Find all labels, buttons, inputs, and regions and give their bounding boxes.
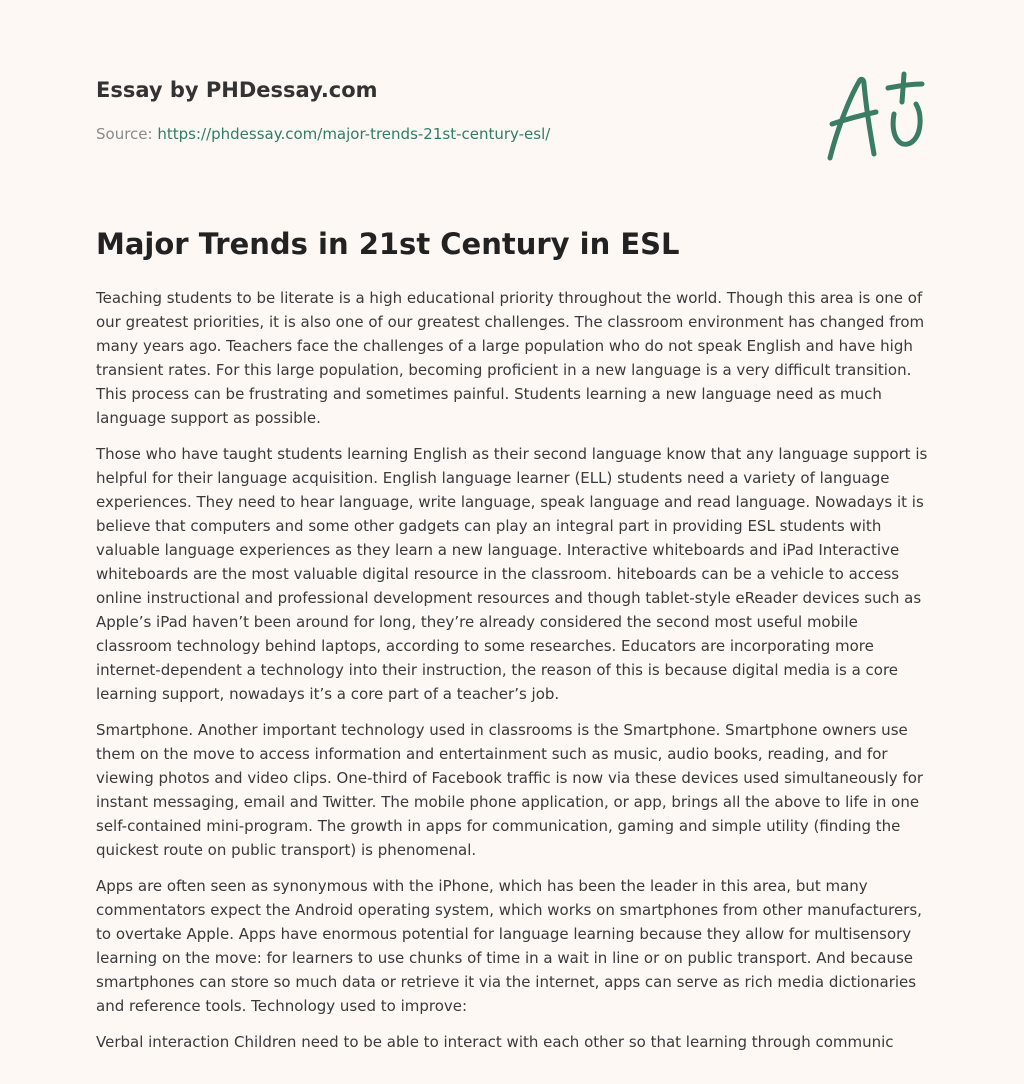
essay-paragraph: Verbal interaction Children need to be able to interact with each other so that learning through communic xyxy=(96,1033,894,1051)
essay-body xyxy=(96,286,932,1066)
a-plus-grade-icon xyxy=(818,66,930,166)
essay-paragraph: Those who have taught students learning English as their second language know that any language support is helpful for their language acquisition. English language learner (ELL) students need a variety of language experiences. They need to hear language, write language, speak language and read language. Nowadays it is believe that computers and some other gadgets can play an integral part in providing ESL students with valuable language experiences as they learn a new language. Interactive whiteboards and iPad Interactive whiteboards are the most valuable digital resource in the classroom. hiteboards can be a vehicle to access online instructional and professional development resources and though tablet-style eReader devices such as Apple’s iPad haven’t been around for long, they’re already considered the second most useful mobile classroom technology behind laptops, according to some researches. Educators are incorporating more internet-dependent a technology into their instruction, the reason of this is because digital media is a core learning support, nowadays it’s a core part of a teacher’s job. xyxy=(96,445,928,703)
essay-paragraph: Apps are often seen as synonymous with the iPhone, which has been the leader in this area, but many commentators expect the Android operating system, which works on smartphones from other manufacturers, to overtake Apple. Apps have enormous potential for language learning because they allow for multisensory learning on the move: for learners to use chunks of time in a wait in line or on public transport. And because smartphones can store so much data or retrieve it via the internet, apps can serve as rich media dictionaries and reference tools. Technology used to improve: xyxy=(96,877,922,1015)
essay-paragraph: Teaching students to be literate is a high educational priority throughout the world. Though this area is one of our greatest priorities, it is also one of our greatest challenges. The classroom environment has changed from many years ago. Teachers face the challenges of a large population who do not speak English and have high transient rates. For this large population, becoming proficient in a new language is a very difficult transition. This process can be frustrating and sometimes painful. Students learning a new language need as much language support as possible. xyxy=(96,289,925,427)
source-link[interactable]: https://phdessay.com/major-trends-21st-century-esl/ xyxy=(157,125,551,143)
essay-header xyxy=(96,76,796,144)
essay-paragraph: Smartphone. Another important technology used in classrooms is the Smartphone. Smartphone owners use them on the move to access information and entertainment such as music, audio books, reading, and for viewing photos and video clips. One-third of Facebook traffic is now via these devices used simultaneously for instant messaging, email and Twitter. The mobile phone application, or app, brings all the above to life in one self-contained mini-program. The growth in apps for communication, gaming and simple utility (finding the quickest route on public transport) is phenomenal. xyxy=(96,721,924,859)
source-line xyxy=(96,124,796,144)
source-label: Source: xyxy=(96,125,153,143)
brand-name: Essay by PHDessay.com xyxy=(96,78,378,102)
essay-title: Major Trends in 21st Century in ESL xyxy=(96,227,680,261)
